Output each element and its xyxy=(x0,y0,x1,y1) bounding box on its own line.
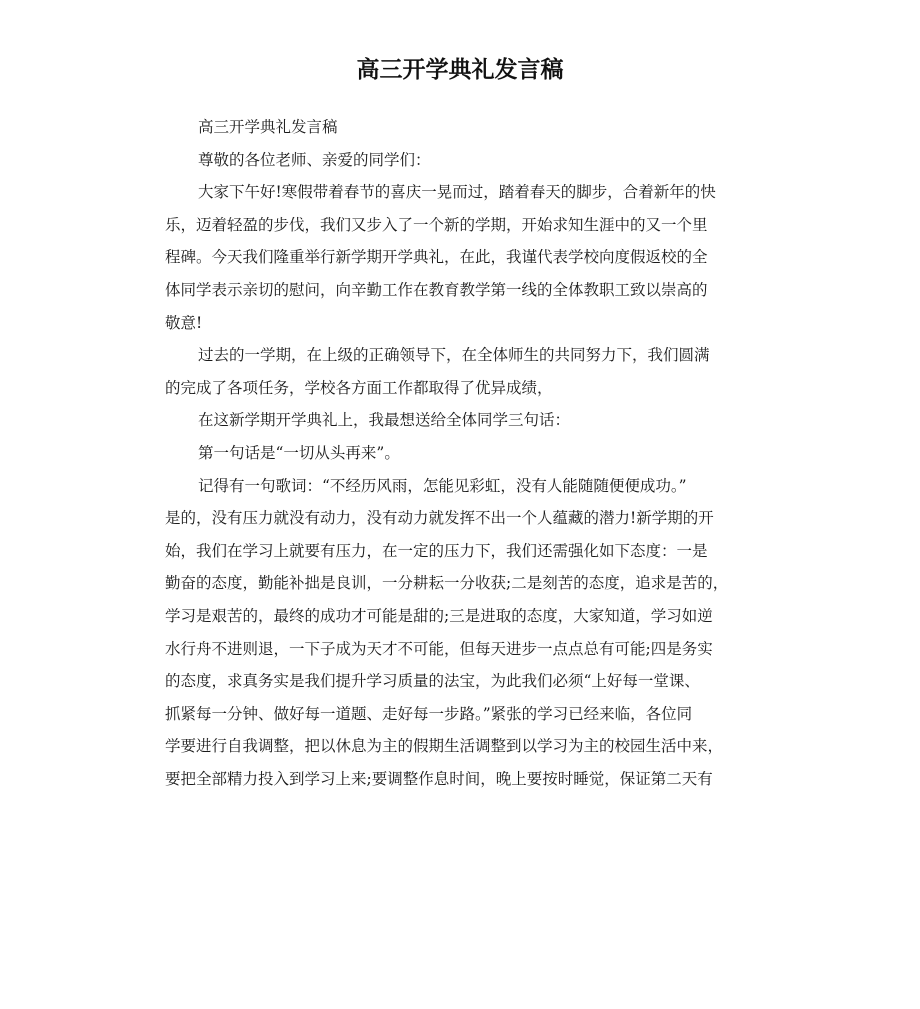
body-line-subtitle: 高三开学典礼发言稿 xyxy=(198,118,338,136)
body-line: 要把全部精力投入到学习上来;要调整作息时间，晚上要按时睡觉，保证第二天有 xyxy=(165,769,713,788)
body-line: 的态度，求真务实是我们提升学习质量的法宝，为此我们必须“上好每一堂课、 xyxy=(165,672,700,691)
body-line: 抓紧每一分钟、做好每一道题、走好每一步路。”紧张的学习已经来临，各位同 xyxy=(165,704,693,723)
document-title: 高三开学典礼发言稿 xyxy=(356,57,564,83)
document-body xyxy=(165,111,770,795)
body-line: 勤奋的态度，勤能补拙是良训，一分耕耘一分收获;二是刻苦的态度，追求是苦的， xyxy=(165,574,729,593)
body-line: 过去的一学期，在上级的正确领导下，在全体师生的共同努力下，我们圆满 xyxy=(198,346,710,365)
body-line: 体同学表示亲切的慰问，向辛勤工作在教育教学第一线的全体教职工致以崇高的 xyxy=(165,280,708,299)
body-line: 第一句话是“一切从头再来”。 xyxy=(198,443,400,462)
body-line: 在这新学期开学典礼上，我最想送给全体同学三句话： xyxy=(198,411,571,430)
body-line: 敬意! xyxy=(165,313,203,332)
body-line: 始，我们在学习上就要有压力，在一定的压力下，我们还需强化如下态度：一是 xyxy=(165,541,708,560)
body-line: 是的，没有压力就没有动力，没有动力就发挥不出一个人蕴藏的潜力!新学期的开 xyxy=(165,509,714,528)
body-line: 学要进行自我调整，把以休息为主的假期生活调整到以学习为主的校园生活中来， xyxy=(165,737,724,756)
body-line: 记得有一句歌词：“不经历风雨，怎能见彩虹，没有人能随随便便成功。” xyxy=(198,476,687,495)
body-line: 水行舟不进则退，一下子成为天才不可能，但每天进步一点点总有可能;四是务实 xyxy=(165,639,713,658)
body-line: 学习是艰苦的，最终的成功才可能是甜的;三是进取的态度，大家知道，学习如逆 xyxy=(165,606,713,625)
body-line: 程碑。今天我们隆重举行新学期开学典礼，在此，我谨代表学校向度假返校的全 xyxy=(165,248,708,267)
body-line: 大家下午好!寒假带着春节的喜庆一晃而过，踏着春天的脚步，合着新年的快 xyxy=(198,183,716,202)
body-line-salutation: 尊敬的各位老师、亲爱的同学们： xyxy=(198,150,431,169)
body-line: 的完成了各项任务，学校各方面工作都取得了优异成绩， xyxy=(165,378,553,397)
body-line: 乐，迈着轻盈的步伐，我们又步入了一个新的学期，开始求知生涯中的又一个里 xyxy=(165,215,708,234)
